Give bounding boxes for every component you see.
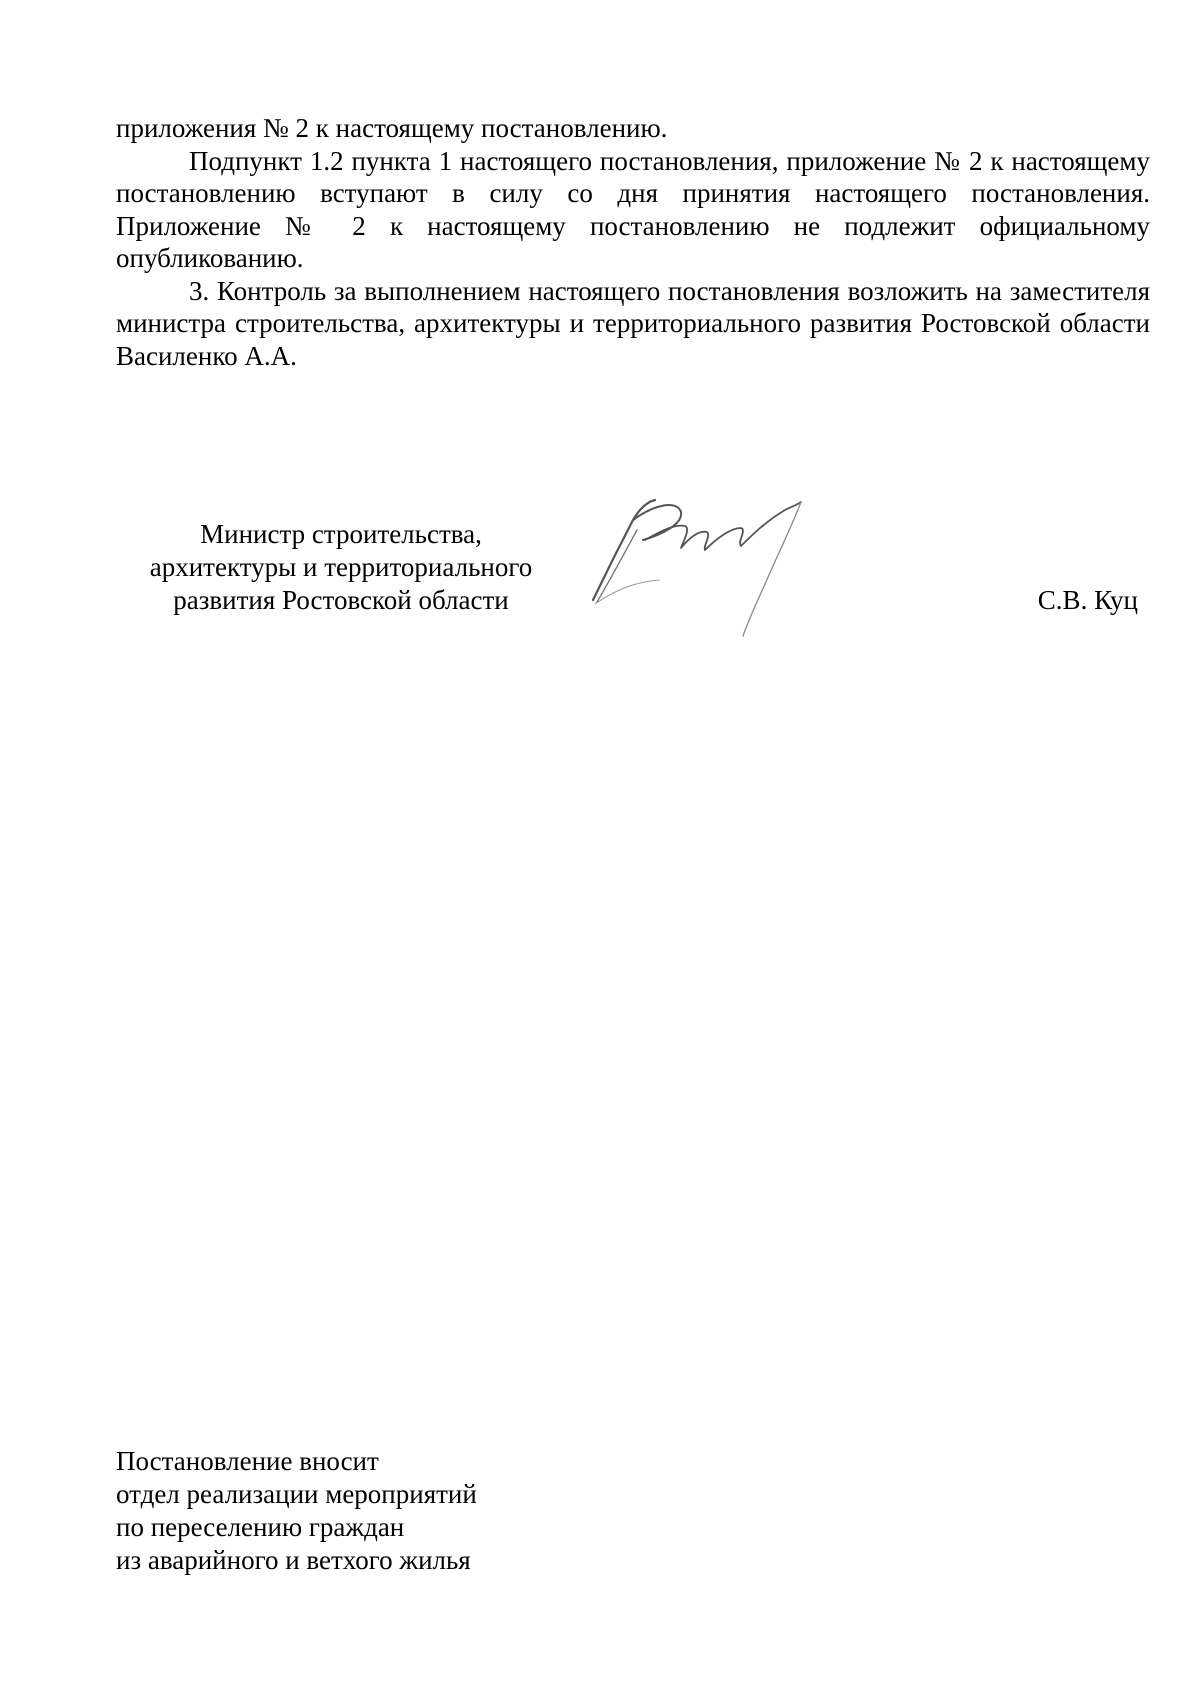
submitter-note-line: отдел реализации мероприятий [116, 1479, 477, 1509]
signatory-title-line: архитектуры и территориального [149, 552, 533, 582]
paragraph-continuation: приложения № 2 к настоящему постановлению. [116, 113, 668, 143]
signatory-name: С.В. Куц [1037, 585, 1138, 615]
handwritten-signature [585, 490, 815, 640]
submitter-note [116, 1445, 477, 1577]
body-text [116, 112, 1150, 372]
submitter-note-line: Постановление вносит [116, 1446, 379, 1476]
signatory-title-line: Министр строительства, [200, 519, 482, 549]
submitter-note-line: по переселению граждан [116, 1512, 405, 1542]
paragraph-effective-date: Подпункт 1.2 пункта 1 настоящего постановления, приложение № 2 к настоящему постановлению вступают в силу со дня принятия настоящего постановления. Приложение № 2 к настоящему постановлению не подлежит официальному опубликованию. [116, 145, 1150, 273]
signatory-title-line: развития Ростовской области [173, 585, 509, 615]
submitter-note-line: из аварийного и ветхого жилья [116, 1545, 471, 1575]
paragraph-control: 3. Контроль за выполнением настоящего постановления возложить на заместителя министра строительства, архитектуры и территориального развития Ростовской области Василенко А.А. [116, 275, 1150, 371]
signatory-title [116, 518, 566, 617]
